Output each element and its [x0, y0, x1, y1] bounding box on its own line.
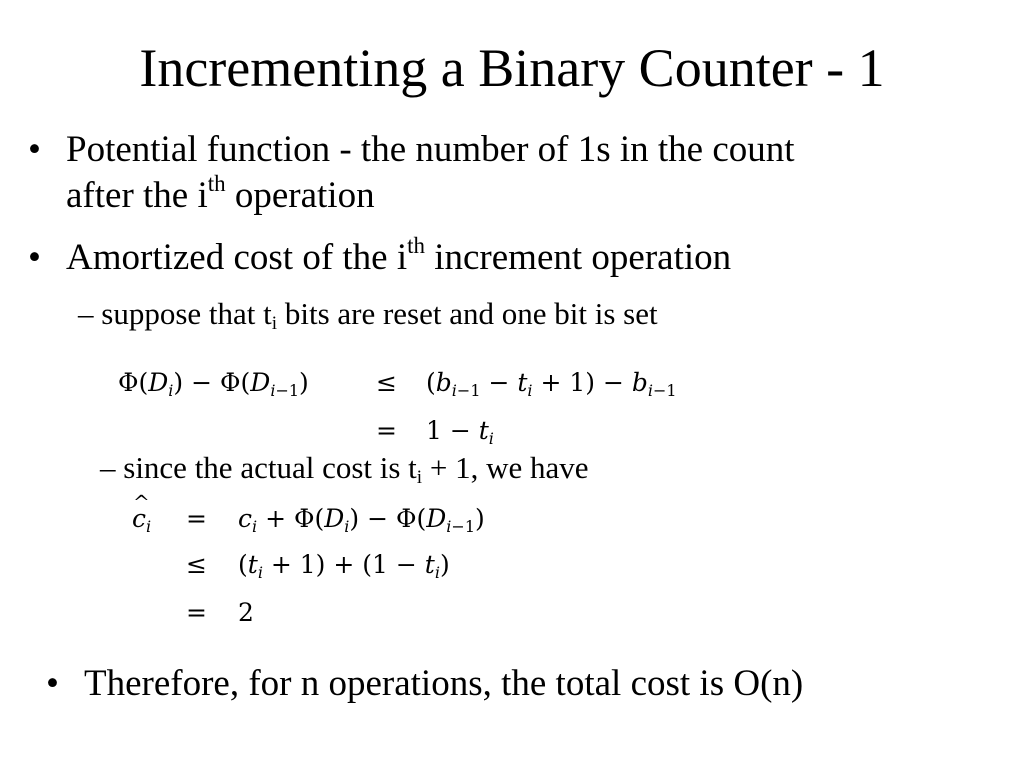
- bullet-text: operation: [225, 175, 375, 216]
- equation-potential-difference-result: 1 − ti: [426, 416, 494, 448]
- equation-relation: =: [186, 598, 207, 627]
- equation-amortized-cost-lhs: ^ ci: [132, 504, 151, 534]
- sub-item-actual-cost: [100, 450, 589, 486]
- sub-item-text: since the actual cost is t: [123, 450, 417, 485]
- bullet-text: increment operation: [424, 237, 732, 278]
- equation-potential-difference-lhs: Φ(Di) − Φ(Di−1): [118, 368, 309, 400]
- bullet-amortized-cost: [66, 232, 732, 280]
- equation-relation: =: [186, 504, 207, 533]
- bullet-potential-function-line2: [66, 170, 375, 218]
- bullet-total-cost: Therefore, for n operations, the total cost is O(n): [84, 663, 804, 704]
- bullet-text: after the i: [66, 175, 208, 216]
- bullet-potential-function: [66, 128, 795, 172]
- equation-relation: =: [376, 416, 397, 445]
- equation-relation: ≤: [186, 550, 207, 579]
- equation-potential-difference-rhs: (bi−1 − ti + 1) − bi−1: [426, 368, 677, 400]
- bullet-marker: •: [28, 237, 41, 278]
- equation-amortized-cost-result: 2: [238, 598, 254, 627]
- sub-item-reset-bits: [78, 296, 658, 332]
- equation-amortized-cost-definition: ci + Φ(Di) − Φ(Di−1): [238, 504, 485, 536]
- bullet-text-line1: Potential function - the number of 1s in the count: [66, 129, 795, 170]
- bullet-text: Amortized cost of the i: [66, 237, 408, 278]
- subscript: i: [271, 312, 278, 334]
- superscript: th: [407, 232, 425, 258]
- sub-item-text: bits are reset and one bit is set: [277, 296, 658, 331]
- bullet-marker: •: [28, 129, 41, 170]
- bullet-marker: •: [46, 663, 59, 704]
- subscript: i: [416, 466, 423, 488]
- dash-marker: –: [100, 450, 116, 485]
- dash-marker: –: [78, 296, 94, 331]
- equation-relation: ≤: [376, 368, 397, 397]
- equation-amortized-cost-bound: (ti + 1) + (1 − ti): [238, 550, 450, 582]
- slide-title: Incrementing a Binary Counter - 1: [139, 38, 885, 98]
- sub-item-text: + 1, we have: [422, 450, 589, 485]
- sub-item-text: suppose that t: [101, 296, 272, 331]
- superscript: th: [207, 170, 226, 196]
